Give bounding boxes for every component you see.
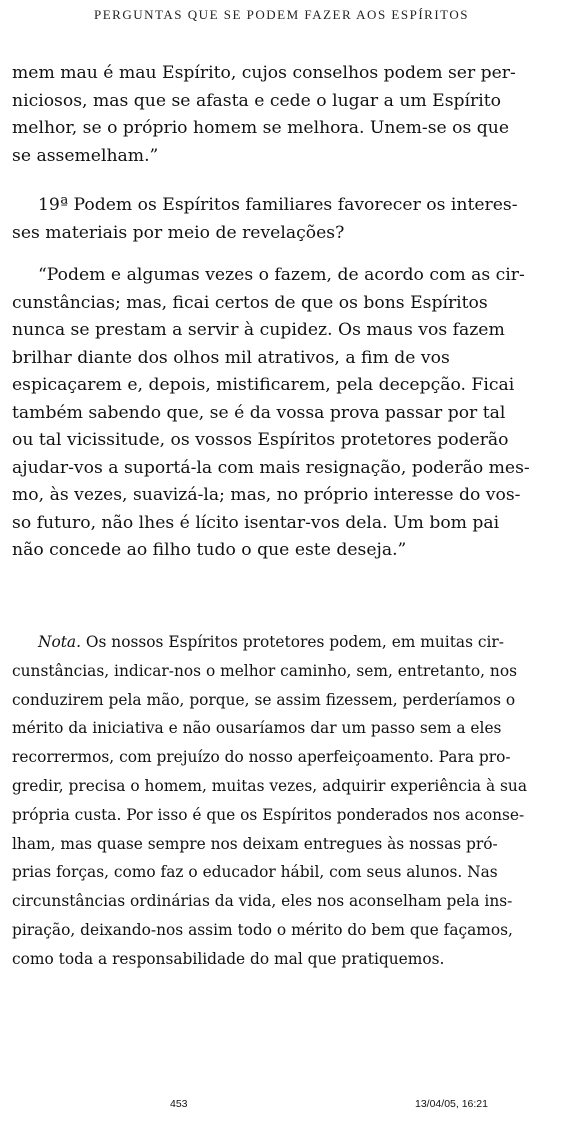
text-line: lham, mas quase sempre nos deixam entregues às nossas pró- [12,834,498,853]
text-line [12,192,552,220]
text-line: cunstâncias; mas, ficai certos de que os bons Espíritos [12,292,488,313]
text-line: melhor, se o próprio homem se melhora. Unem-se os que [12,118,510,138]
text-line: mérito da iniciativa e não ousaríamos dar um passo sem a eles [12,719,502,738]
text-line: não concede ao filho tudo o que este deseja.” [12,540,407,560]
text-line: também sabendo que, se é da vossa prova passar por tal [12,402,506,423]
note-paragraph [12,628,552,974]
paragraph-continuation [12,60,552,170]
text-line [12,262,552,290]
text-line: ou tal vicissitude, os vossos Espíritos protetores poderão [12,430,509,450]
page-number: 453 [170,1098,188,1110]
text-line: brilhar diante dos olhos mil atrativos, a fim de vos [12,347,450,368]
text-line: niciosos, mas que se afasta e cede o lugar a um Espírito [12,90,501,111]
text-line: circunstâncias ordinárias da vida, eles nos aconselham pela ins- [12,892,513,911]
text-line: mem mau é mau Espírito, cujos conselhos podem ser per- [12,63,516,83]
print-timestamp: 13/04/05, 16:21 [415,1098,488,1110]
question-19 [12,192,552,247]
text-line: própria custa. Por isso é que os Espíritos ponderados nos aconse- [12,805,525,824]
text-line: ajudar-vos a suportá-la com mais resignação, poderão mes- [12,457,530,478]
text-line: conduzirem pela mão, porque, se assim fizessem, perderíamos o [12,690,516,709]
answer-19 [12,262,552,565]
text-line: so futuro, não lhes é lícito isentar-vos dela. Um bom pai [12,512,500,533]
question-text: 19ª Podem os Espíritos familiares favorecer os interes- [38,195,518,215]
text-line: nunca se prestam a servir à cupidez. Os maus vos fazem [12,320,505,340]
text-line: cunstâncias, indicar-nos o melhor caminho, sem, entretanto, nos [12,661,517,680]
text-line: espicaçarem e, depois, mistificarem, pela decepção. Ficai [12,375,515,395]
text-line [12,628,552,657]
text-line: recorrermos, com prejuízo do nosso aperfeiçoamento. Para pro- [12,748,511,767]
text-line: piração, deixando-nos assim todo o mérito do bem que façamos, [12,920,513,939]
note-first-line: Os nossos Espíritos protetores podem, em muitas cir- [81,633,504,651]
text-line: como toda a responsabilidade do mal que pratiquemos. [12,949,445,968]
running-header: PERGUNTAS QUE SE PODEM FAZER AOS ESPÍRITOS [94,7,469,22]
text-line: ses materiais por meio de revelações? [12,222,345,243]
text-line: gredir, precisa o homem, muitas vezes, adquirir experiência à sua [12,776,528,795]
text-line: mo, às vezes, suavizá-la; mas, no próprio interesse do vos- [12,485,521,505]
note-label: Nota. [38,633,81,651]
answer-text: “Podem e algumas vezes o fazem, de acordo com as cir- [38,265,525,285]
text-line: se assemelham.” [12,145,159,166]
text-line: prias forças, como faz o educador hábil, com seus alunos. Nas [12,863,498,882]
